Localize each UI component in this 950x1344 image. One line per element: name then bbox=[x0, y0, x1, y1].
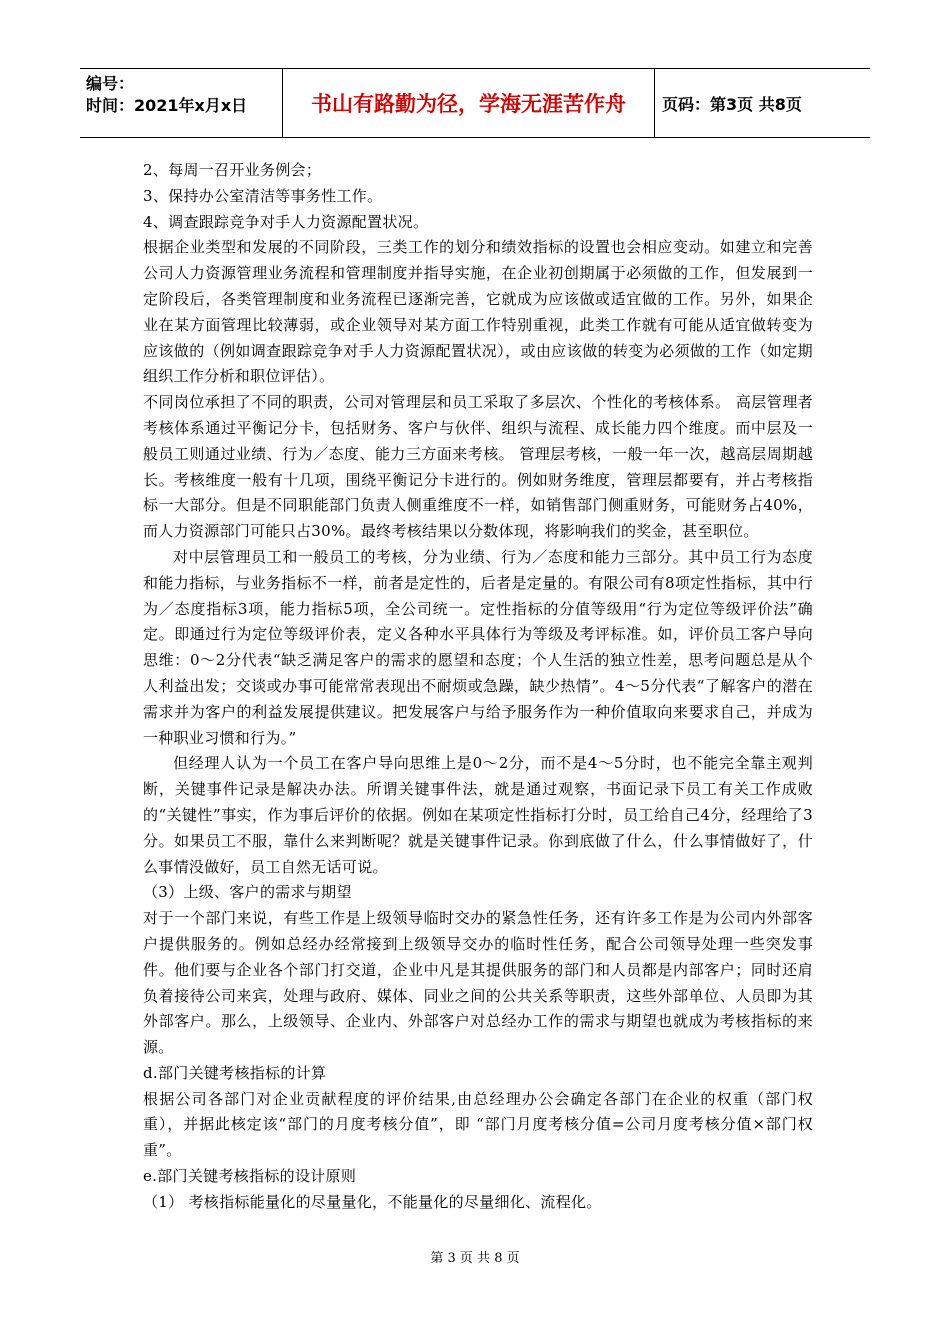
body-paragraph: 对于一个部门来说，有些工作是上级领导临时交办的紧急性任务，还有许多工作是为公司内外部客户提供服务的。例如总经办经常接到上级领导交办的临时性任务，配合公司领导处理一些突发事件。他们要与企业各个部门打交道，企业中凡是其提供服务的部门和人员都是内部客户；同时还肩负着接待公司来宾，处理与政府、媒体、同业之间的公共关系等职责，这些外部单位、人员即为其外部客户。那么，上级领导、企业内、外部客户对总经办工作的需求与期望也就成为考核指标的来源。 bbox=[143, 909, 813, 1057]
document-number-label: 编号： bbox=[86, 74, 135, 93]
document-body bbox=[143, 158, 813, 1216]
body-paragraph: （1） 考核指标能量化的尽量量化，不能量化的尽量细化、流程化。 bbox=[143, 1192, 602, 1211]
header-meta bbox=[86, 73, 282, 133]
body-paragraph: 根据公司各部门对企业贡献程度的评价结果,由总经理办公会确定各部门在企业的权重（部门权重），并据此核定该“部门的月度考核分值”，即 “部门月度考核分值=公司月度考核分值×部门权重”。 bbox=[143, 1089, 813, 1160]
body-paragraph: 4、调查跟踪竞争对手人力资源配置状况。 bbox=[143, 212, 429, 231]
header-motto: 书山有路勤为径，学海无涯苦作舟 bbox=[311, 92, 626, 116]
body-paragraph: 根据企业类型和发展的不同阶段，三类工作的划分和绩效指标的设置也会相应变动。如建立和完善公司人力资源管理业务流程和管理制度并指导实施，在企业初创期属于必须做的工作，但发展到一定阶段后，各类管理制度和业务流程已逐渐完善，它就成为应该做或适宜做的工作。另外，如果企业在某方面管理比较薄弱，或企业领导对某方面工作特别重视，此类工作就有可能从适宜做转变为应该做的（例如调查跟踪竞争对手人力资源配置状况），或由应该做的转变为必须做的工作（如定期组织工作分析和职位评估）。 bbox=[143, 238, 813, 386]
body-paragraph: 2、每周一召开业务例会； bbox=[143, 161, 322, 179]
section-heading: （3）上级、客户的需求与期望 bbox=[143, 883, 352, 902]
page-footer: 第 3 页 共 8 页 bbox=[430, 1251, 520, 1266]
header-divider bbox=[654, 69, 655, 137]
document-date-label: 时间：2021年x月x日 bbox=[86, 96, 248, 115]
section-heading: e.部门关键考核指标的设计原则 bbox=[143, 1167, 357, 1186]
body-paragraph: 不同岗位承担了不同的职责，公司对管理层和员工采取了多层次、个性化的考核体系。 高层管理者考核体系通过平衡记分卡，包括财务、客户与伙伴、组织与流程、成长能力四个维度。而中层及一般员工则通过业绩、行为／态度、能力三方面来考核。 管理层考核，一般一年一次，越高层周期越长。考核维度一般有十几项，围绕平衡记分卡进行的。例如财务维度，管理层都要有，并占考核指标一大部分。但是不同职能部门负责人侧重维度不一样，如销售部门侧重财务，可能财务占40%，而人力资源部门可能只占30%。最终考核结果以分数体现，将影响我们的奖金，甚至职位。 bbox=[143, 393, 813, 541]
body-paragraph: 但经理人认为一个员工在客户导向思维上是0～2分，而不是4～5分时，也不能完全靠主观判断，关键事件记录是解决办法。所谓关键事件法，就是通过观察，书面记录下员工有关工作成败的“关键性”事实，作为事后评价的依据。例如在某项定性指标打分时，员工给自己4分，经理给了3分。如果员工不服，靠什么来判断呢？就是关键事件记录。你到底做了什么，什么事情做好了，什么事情没做好，员工自然无话可说。 bbox=[143, 754, 813, 876]
page-header bbox=[80, 68, 870, 138]
body-paragraph: 3、保持办公室清洁等事务性工作。 bbox=[143, 186, 383, 205]
body-paragraph: 对中层管理员工和一般员工的考核，分为业绩、行为／态度和能力三部分。其中员工行为态度和能力指标，与业务指标不一样，前者是定性的，后者是定量的。有限公司有8项定性指标，其中行为／态度指标3项，能力指标5项，全公司统一。定性指标的分值等级用“行为定位等级评价法”确定。即通过行为定位等级评价表，定义各种水平具体行为等级及考评标准。如，评价员工客户导向思维：0～2分代表“缺乏满足客户的需求的愿望和态度；个人生活的独立性差，思考问题总是从个人利益出发；交谈或办事可能常常表现出不耐烦或急躁，缺少热情”。4～5分代表“了解客户的潜在需求并为客户的利益发展提供建议。把发展客户与给予服务作为一种价值取向来要求自己，并成为一种职业习惯和行为。” bbox=[143, 547, 813, 747]
section-heading: d.部门关键考核指标的计算 bbox=[143, 1063, 327, 1082]
header-page-info: 页码：第3页 共8页 bbox=[662, 94, 802, 114]
